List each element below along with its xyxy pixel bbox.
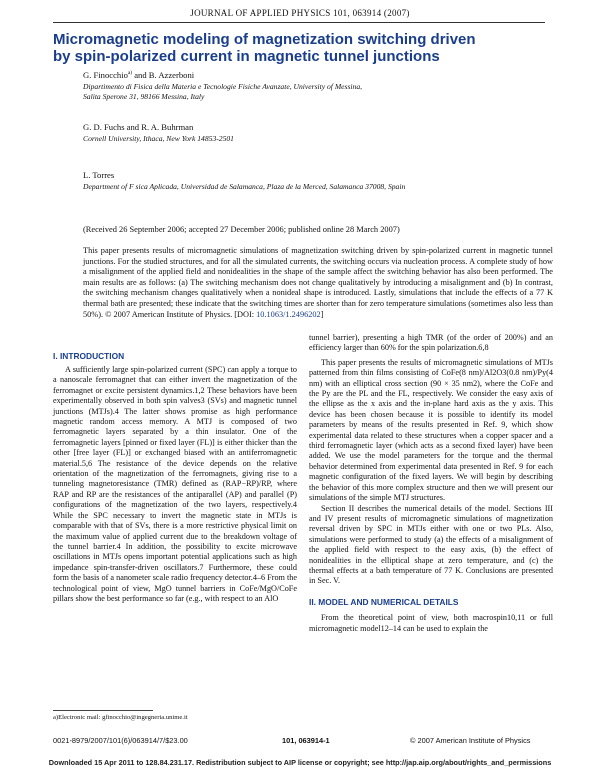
footer-left: 0021-8979/2007/101(6)/063914/7/$23.00 [53, 736, 188, 745]
footnote: a)Electronic mail: gfinocchio@ingegneria.unime.it [53, 714, 188, 721]
download-notice: Downloaded 15 Apr 2011 to 128.84.231.17. Redistribution subject to AIP license or copyright; see http://jap.aip.org/about/rights_and_permissions [48, 758, 552, 767]
received-dates: (Received 26 September 2006; accepted 27 December 2006; published online 28 March 2007) [83, 225, 400, 234]
right-column [309, 333, 553, 634]
paper-title [53, 31, 553, 65]
doi-link[interactable]: 10.1063/1.2496202 [256, 309, 321, 319]
abstract: This paper presents results of micromagnetic simulations of magnetization switching driven by spin-polarized current in magnetic tunnel junctions. For the studied structures, and for all the simulated currents, the switching occurs via nucleation process. A complete study of how a misalignment of the applied field and nonidealities in the shape of the sample affect the switching behavior has also been performed. The main results are as follows: (a) The switching mechanism does not change qualitatively by introducing a misalignment and (b) In contrast, the switching mechanism changes qualitatively when a nonideal shape is introduced. Lastly, simulations that include the effects of a 77 K thermal bath are presented; these indicate that the switching times are shorter than for zero temperature simulations (sometimes also less than 50%). © 2007 American Institute of Physics. [DOI: 10.1063/1.2496202] [83, 246, 553, 319]
title-line-1: Micromagnetic modeling of magnetization switching driven [53, 31, 476, 48]
right-paragraph-1: tunnel barrier), presenting a high TMR (of the order of 200%) and an efficiency larger than 60% for the spin polarization.6,8 [309, 333, 553, 353]
section-model-heading: II. MODEL AND NUMERICAL DETAILS [309, 596, 459, 607]
affiliation-1: Dipartimento di Fisica della Materia e Tecnologie Fisiche Avanzate, University of Messina, [83, 81, 363, 91]
intro-paragraph: A sufficiently large spin-polarized current (SPC) can apply a torque to a nanoscale ferromagnet that can either invert the magnetization of the ferromagnet or excite persistent dynamics.1,2 These behaviors have been experimentally observed in both spin valves3 (SVs) and magnetic tunnel junctions (MTJs).4 The latter shows promise as high performance magnetic random access memory. A MTJ is composed of two ferromagnetic layers separated by a thin insulator. One of the ferromagnetic layers [pinned or fixed layer (FL)] is either thicker than the other [free layer (FL)] or exchanged biased with an antiferromagnetic material.5,6 The resistance of the device depends on the relative orientation of the magnetization of the ferromagnets, giving rise to a tunneling magnetoresistance (TMR) defined as (RAP−RP)/RP, where RAP and RP are the resistances of the antiparallel (AP) and parallel (P) configurations of the magnetization of the two layers, respectively.4 While the SPC necessary to invert the magnetic state in MTJs is comparable with that of SVs, there is a more restrictive physical limit on the maximum value of applied current due to the breakdown voltage of the tunnel barrier.4 In addition, the possibility to excite microwave oscillations in MTJs opens important potential applications such as high impedance spin-transfer-driven oscillators.7 Furthermore, these could form the basis of a nanometer scale radio frequency detector.4–6 From the technological point of view, MgO tunnel barriers in CoFe/MgO/CoFe pillars show the best performance so far (e.g., with respect to an AlO [53, 365, 297, 603]
footer-right: © 2007 American Institute of Physics [410, 736, 531, 745]
affiliation-3: Department of F sica Aplicada, Universidad de Salamanca, Plaza de la Merced, Salamanca 37008, Spain [83, 182, 406, 191]
right-paragraph-3: Section II describes the numerical details of the model. Sections III and IV present results of micromagnetic simulations of magnetization reversal driven by SPC in MTJs either with one or two PLs. Also, simulations were performed to study (a) the effects of a misalignment of the applied field with respect to the easy axis, (b) the effect of nonidealities in the elliptical shape at zero temperature, and (c) the thermal effects at a bath temperature of 77 K. Conclusions are presented in Sec. V. [309, 503, 553, 586]
footer-center: 101, 063914-1 [282, 736, 330, 745]
right-paragraph-4: From the theoretical point of view, both macrospin10,11 or full micromagnetic model12–14 can be used to explain the [309, 613, 553, 633]
affiliation-1b: Salita Sperone 31, 98166 Messina, Italy [83, 91, 205, 101]
left-column [53, 365, 297, 604]
author-block-1 [83, 68, 563, 102]
authors-2: G. D. Fuchs and R. A. Buhrman [83, 122, 194, 132]
right-paragraph-2: This paper presents the results of micromagnetic simulations of MTJs patterned from thin films consisting of CoFe(8 nm)/Al2O3(0.8 nm)/Py(4 nm) with an elliptical cross section (90 × 35 nm2), where the CoFe and the Py are the PL and the FL, respectively. We consider the easy axis of the ellipse as the x axis and the in-plane hard axis as the y axis. This device has been chosen because it is possible to identify its model parameters by means of the results presented in Ref. 9, which show experimental data related to these structures when a copper spacer and a third ferromagnetic layer (which acts as a second fixed layer) have been added. We use the model parameters for the torque and the thermal behavior determined from experimental data presented in Ref. 9 for each magnetic configuration of the fixed layers. We will begin by describing the behavior of this more complex structure and then we will present our simulations of the simple MTJ structures. [309, 357, 553, 503]
footnote-rule [53, 710, 153, 711]
author-block-2 [83, 122, 563, 144]
section-introduction-heading: I. INTRODUCTION [53, 351, 125, 361]
affiliation-2: Cornell University, Ithaca, New York 14853-2501 [83, 134, 234, 143]
header-rule [53, 22, 545, 23]
journal-header: JOURNAL OF APPLIED PHYSICS 101, 063914 (2007) [190, 8, 410, 18]
authors-3: L. Torres [83, 170, 115, 180]
authors-1: G. Finocchio$^{a)}$ and B. Azzerboni [83, 69, 195, 80]
author-block-3 [83, 170, 563, 192]
title-line-2: by spin-polarized current in magnetic tunnel junctions [53, 48, 440, 65]
